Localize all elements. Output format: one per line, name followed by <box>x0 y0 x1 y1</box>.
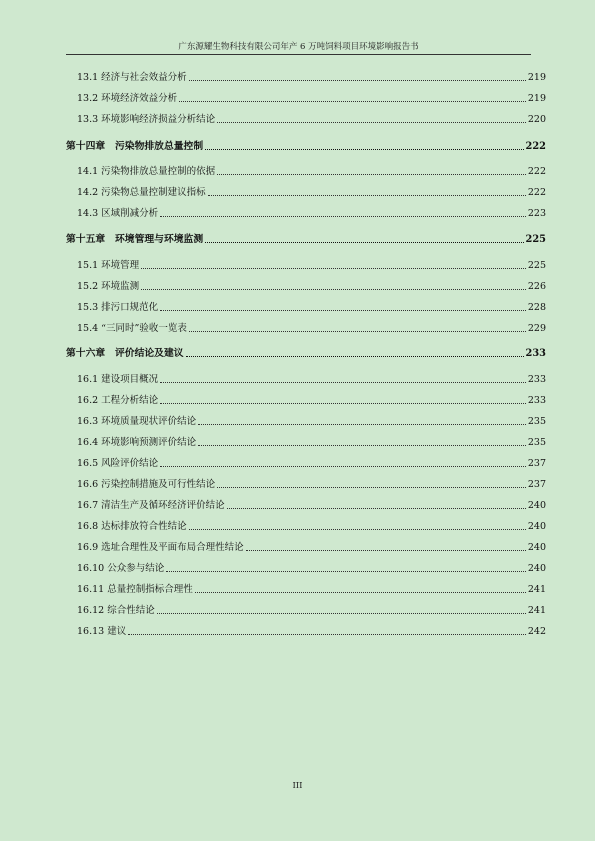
toc-entry-label: 16.12 综合性结论 <box>77 605 155 616</box>
toc-entry-label: 16.8 达标排放符合性结论 <box>77 521 187 532</box>
toc-entry-page: 223 <box>527 208 546 219</box>
toc-dot-leader <box>205 149 523 150</box>
toc-chapter-entry[interactable] <box>66 232 546 246</box>
toc-entry-label: 15.4 “三同时”验收一览表 <box>77 323 187 334</box>
toc-entry-label: 第十四章 污染物排放总量控制 <box>66 141 204 152</box>
toc-section-entry[interactable] <box>77 372 546 386</box>
toc-section-entry[interactable] <box>77 519 546 533</box>
toc-entry-label: 16.10 公众参与结论 <box>77 563 165 574</box>
toc-entry-page: 222 <box>527 187 546 198</box>
toc-entry-label: 16.7 清洁生产及循环经济评价结论 <box>77 500 225 511</box>
toc-entry-label: 16.11 总量控制指标合理性 <box>77 584 193 595</box>
toc-entry-page: 225 <box>525 234 546 245</box>
page-header: 广东源耀生物科技有限公司年产 6 万吨饲料项目环境影响报告书 <box>66 40 531 55</box>
toc-entry-label: 15.3 排污口规范化 <box>77 302 159 313</box>
toc-dot-leader <box>205 242 523 243</box>
toc-entry-label: 16.9 选址合理性及平面布局合理性结论 <box>77 542 244 553</box>
toc-section-entry[interactable] <box>77 414 546 428</box>
toc-dot-leader <box>189 529 526 530</box>
toc-section-entry[interactable] <box>77 279 546 293</box>
toc-entry-label: 16.5 风险评价结论 <box>77 458 159 469</box>
toc-entry-label: 14.1 污染物排放总量控制的依据 <box>77 166 216 177</box>
toc-entry-label: 15.2 环境监测 <box>77 281 140 292</box>
toc-entry-label: 16.1 建设项目概况 <box>77 374 159 385</box>
toc-entry-page: 229 <box>527 323 546 334</box>
toc-chapter-entry[interactable] <box>66 139 546 153</box>
toc-dot-leader <box>157 613 526 614</box>
toc-dot-leader <box>198 445 526 446</box>
toc-section-entry[interactable] <box>77 561 546 575</box>
toc-entry-page: 240 <box>527 521 546 532</box>
toc-dot-leader <box>198 424 526 425</box>
toc-dot-leader <box>195 592 526 593</box>
toc-entry-page: 237 <box>527 458 546 469</box>
toc-dot-leader <box>160 466 526 467</box>
toc-section-entry[interactable] <box>77 477 546 491</box>
toc-dot-leader <box>160 310 526 311</box>
toc-entry-page: 242 <box>527 626 546 637</box>
toc-section-entry[interactable] <box>77 435 546 449</box>
toc-dot-leader <box>166 571 526 572</box>
toc-entry-page: 219 <box>527 93 546 104</box>
toc-section-entry[interactable] <box>77 206 546 220</box>
toc-entry-page: 237 <box>527 479 546 490</box>
toc-dot-leader <box>128 634 526 635</box>
toc-entry-page: 240 <box>527 563 546 574</box>
toc-entry-label: 15.1 环境管理 <box>77 260 140 271</box>
toc-entry-page: 228 <box>527 302 546 313</box>
toc-section-entry[interactable] <box>77 393 546 407</box>
toc-entry-label: 14.3 区域削减分析 <box>77 208 159 219</box>
toc-entry-page: 225 <box>527 260 546 271</box>
toc-dot-leader <box>217 487 526 488</box>
toc-section-entry[interactable] <box>77 70 546 84</box>
toc-entry-page: 233 <box>525 348 546 359</box>
toc-entry-label: 14.2 污染物总量控制建议指标 <box>77 187 206 198</box>
toc-entry-page: 241 <box>527 584 546 595</box>
toc-dot-leader <box>160 382 526 383</box>
toc-chapter-entry[interactable] <box>66 346 546 360</box>
toc-entry-page: 220 <box>527 114 546 125</box>
toc-entry-page: 240 <box>527 500 546 511</box>
toc-section-entry[interactable] <box>77 164 546 178</box>
toc-dot-leader <box>217 122 526 123</box>
toc-entry-label: 16.4 环境影响预测评价结论 <box>77 437 197 448</box>
toc-section-entry[interactable] <box>77 185 546 199</box>
toc-entry-label: 16.3 环境质量现状评价结论 <box>77 416 197 427</box>
toc-section-entry[interactable] <box>77 498 546 512</box>
toc-entry-label: 第十五章 环境管理与环境监测 <box>66 234 204 245</box>
toc-entry-label: 16.13 建议 <box>77 626 127 637</box>
toc-section-entry[interactable] <box>77 321 546 335</box>
toc-section-entry[interactable] <box>77 91 546 105</box>
toc-entry-page: 222 <box>525 141 546 152</box>
toc-entry-label: 第十六章 评价结论及建议 <box>66 348 184 359</box>
toc-section-entry[interactable] <box>77 112 546 126</box>
toc-entry-label: 16.2 工程分析结论 <box>77 395 159 406</box>
page-number: III <box>292 781 303 791</box>
toc-section-entry[interactable] <box>77 300 546 314</box>
toc-dot-leader <box>186 356 524 357</box>
toc-entry-label: 13.1 经济与社会效益分析 <box>77 72 187 83</box>
toc-dot-leader <box>141 289 526 290</box>
toc-entry-page: 240 <box>527 542 546 553</box>
toc-dot-leader <box>160 403 526 404</box>
toc-section-entry[interactable] <box>77 603 546 617</box>
toc-dot-leader <box>141 268 526 269</box>
toc-entry-page: 235 <box>527 416 546 427</box>
toc-dot-leader <box>189 331 526 332</box>
toc-entry-label: 13.2 环境经济效益分析 <box>77 93 178 104</box>
toc-section-entry[interactable] <box>77 540 546 554</box>
toc-dot-leader <box>246 550 526 551</box>
toc-entry-label: 13.3 环境影响经济损益分析结论 <box>77 114 216 125</box>
toc-section-entry[interactable] <box>77 624 546 638</box>
toc-entry-label: 16.6 污染控制措施及可行性结论 <box>77 479 216 490</box>
toc-section-entry[interactable] <box>77 258 546 272</box>
toc-dot-leader <box>217 174 526 175</box>
toc-entry-page: 233 <box>527 374 546 385</box>
toc-dot-leader <box>227 508 526 509</box>
toc-dot-leader <box>208 195 526 196</box>
toc-entry-page: 226 <box>527 281 546 292</box>
toc-entry-page: 222 <box>527 166 546 177</box>
toc-entry-page: 219 <box>527 72 546 83</box>
toc-dot-leader <box>179 101 526 102</box>
toc-dot-leader <box>189 80 526 81</box>
toc-entry-page: 241 <box>527 605 546 616</box>
toc-section-entry[interactable] <box>77 582 546 596</box>
toc-entry-page: 235 <box>527 437 546 448</box>
toc-dot-leader <box>160 216 526 217</box>
toc-entry-page: 233 <box>527 395 546 406</box>
toc-section-entry[interactable] <box>77 456 546 470</box>
